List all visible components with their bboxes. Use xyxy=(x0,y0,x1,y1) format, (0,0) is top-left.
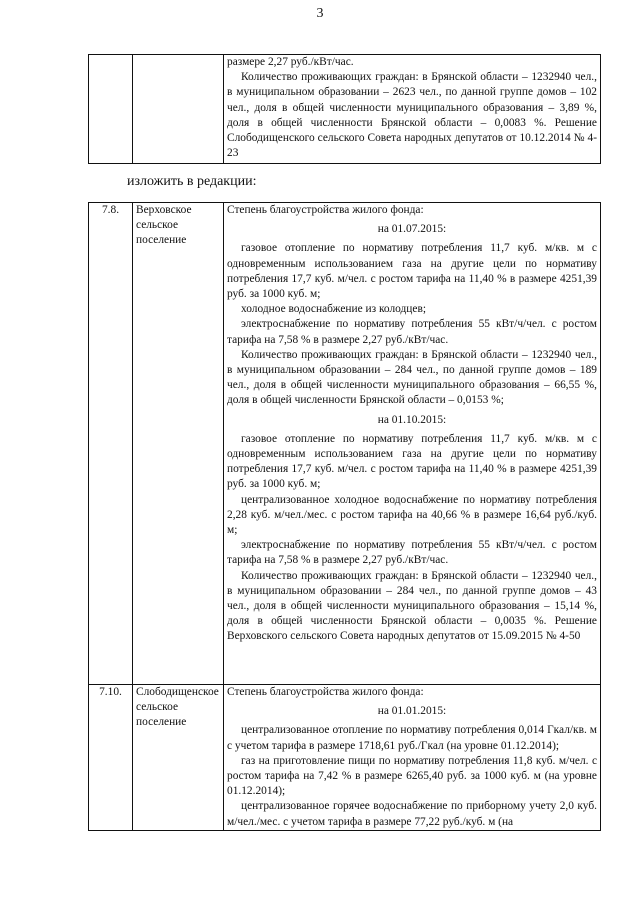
paragraph: газовое отопление по нормативу потребления 11,7 куб. м/кв. м с одновременным использованием газа на другие цели по нормативу потребления 17,7 куб. м/чел. с ростом тарифа на 11,40 % в размере 4251,39 руб. за 1000 куб. м; xyxy=(227,432,597,491)
page-number: 3 xyxy=(316,6,324,21)
continued-table xyxy=(88,54,601,164)
intro-text: изложить в редакции: xyxy=(127,174,257,189)
row-number-cell: 7.8. xyxy=(89,203,133,685)
description-cell xyxy=(224,203,601,685)
paragraph: газовое отопление по нормативу потребления 11,7 куб. м/кв. м с одновременным использованием газа на другие цели по нормативу потребления 17,7 куб. м/чел. с ростом тарифа на 11,40 % в размере 4251,39 руб. за 1000 куб. м; xyxy=(227,242,597,301)
paragraph: электроснабжение по нормативу потребления 55 кВт/ч/чел. с ростом тарифа на 7,58 % в размере 2,27 руб./кВт/час. xyxy=(227,318,597,346)
date-heading: на 01.10.2015: xyxy=(377,413,447,426)
text-line: размере 2,27 руб./кВт/час. xyxy=(227,56,354,68)
row-number-cell: 7.10. xyxy=(89,685,133,831)
table-row xyxy=(89,203,601,685)
settlement-cell xyxy=(133,55,224,164)
section-heading: Степень благоустройства жилого фонда: xyxy=(227,686,424,698)
section-heading: Степень благоустройства жилого фонда: xyxy=(227,204,424,216)
paragraph: электроснабжение по нормативу потребления 55 кВт/ч/чел. с ростом тарифа на 7,58 % в размере 2,27 руб./кВт/час. xyxy=(227,539,597,567)
paragraph: Количество проживающих граждан: в Брянской области – 1232940 чел., в муниципальном образовании – 284 чел., по данной группе домов – 43 чел., доля в общей численности муниципального образования – 15,14 %, доля в общей численности Брянской области – 0,0035 %. Решение Верховского сельского Совета народных депутатов от 15.09.2015 № 4-50 xyxy=(227,569,597,643)
description-cell xyxy=(224,685,601,831)
row-number-cell xyxy=(89,55,133,164)
table-row xyxy=(89,685,601,831)
paragraph: централизованное отопление по нормативу потребления 0,014 Гкал/кв. м с учетом тарифа в размере 1718,61 руб./Гкал (на уровне 01.12.2014); xyxy=(227,724,597,752)
text-line: Количество проживающих граждан: в Брянской области – 1232940 чел., в муниципальном образовании – 2623 чел., по данной группе домов – 102 чел., доля в общей численности муниципального образования – 3,89 %, доля в общей численности Брянской области – 0,0083 %. Решение Слободищенского сельского Совета народных депутатов от 10.12.2014 № 4-23 xyxy=(227,71,597,160)
date-heading: на 01.07.2015: xyxy=(377,223,447,236)
paragraph: централизованное холодное водоснабжение по нормативу потребления 2,28 куб. м/чел./мес. с ростом тарифа на 40,66 % в размере 16,64 руб./куб. м; xyxy=(227,493,597,537)
paragraph: Количество проживающих граждан: в Брянской области – 1232940 чел., в муниципальном образовании – 284 чел., по данной группе домов – 189 чел., доля в общей численности муниципального образования – 66,55 %, доля в общей численности Брянской области – 0,0153 %; xyxy=(227,348,597,407)
paragraph: газ на приготовление пищи по нормативу потребления 11,8 куб. м/чел. с ростом тарифа на 7,42 % в размере 6265,40 руб. за 1000 куб. м (на уровне 01.12.2014); xyxy=(227,754,597,798)
description-cell xyxy=(224,55,601,164)
table-row xyxy=(89,55,601,164)
date-heading: на 01.01.2015: xyxy=(377,705,447,718)
paragraph: холодное водоснабжение из колодцев; xyxy=(241,303,427,316)
paragraph: централизованное горячее водоснабжение по приборному учету 2,0 куб. м/чел./мес. с учетом тарифа в размере 77,22 руб./куб. м (на xyxy=(227,800,597,828)
settlement-cell: Верховское сельское поселение xyxy=(133,203,224,685)
settlement-cell: Слободищенское сельское поселение xyxy=(133,685,224,831)
main-table xyxy=(88,202,601,831)
